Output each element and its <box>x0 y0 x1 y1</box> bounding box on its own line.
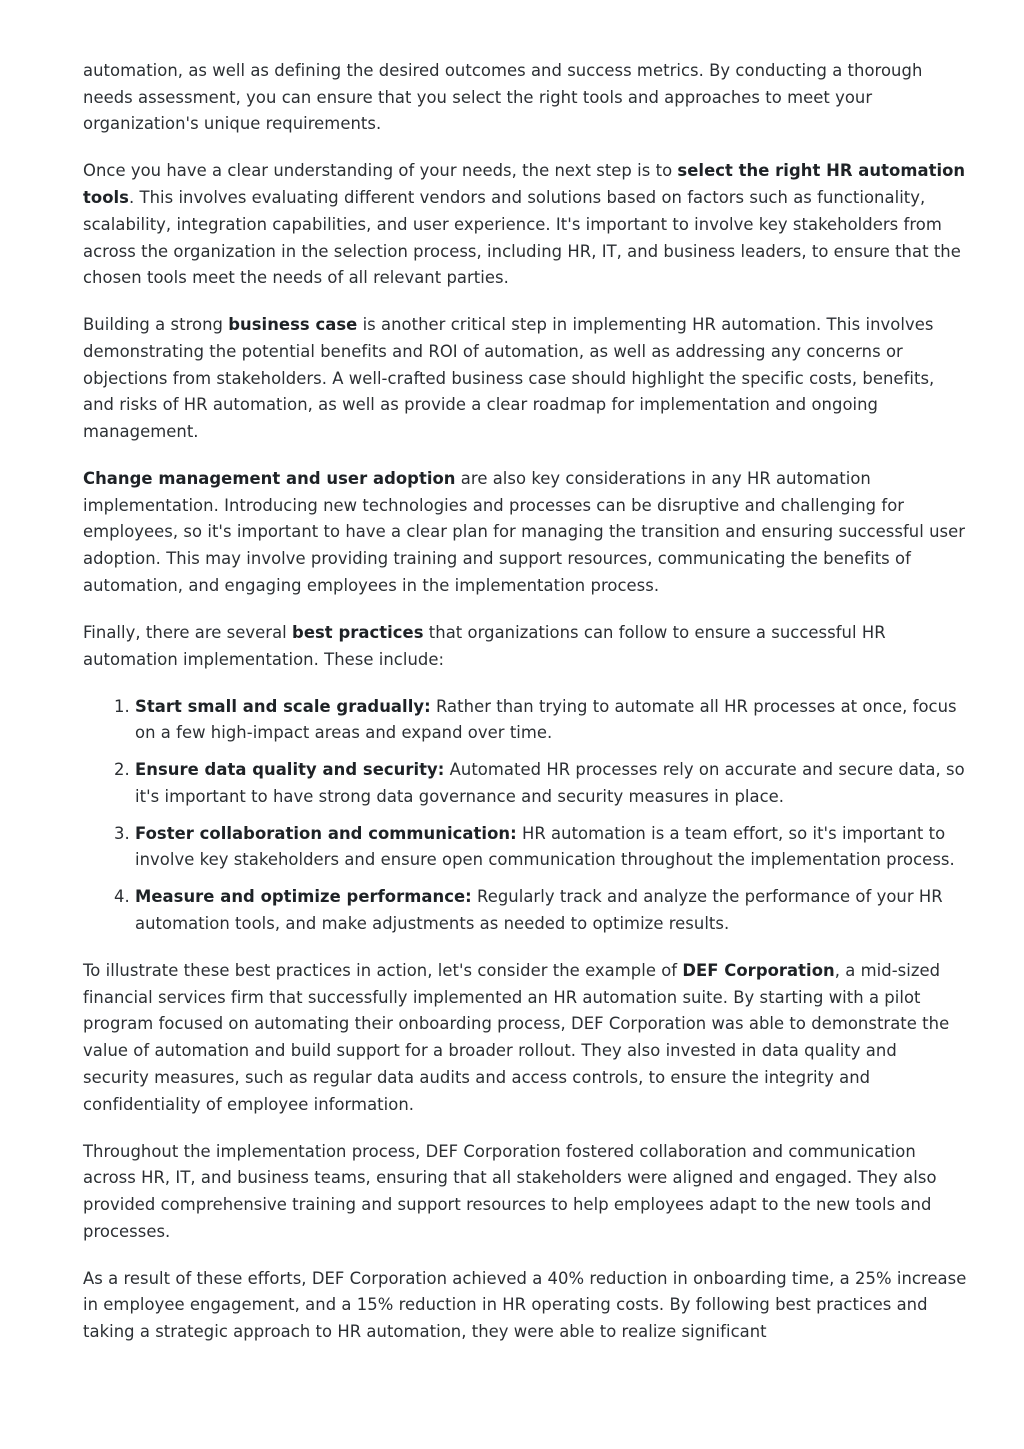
list-item-body: Automated HR processes rely on accurate and secure data, so it's important to have strong data governance and security measures in place. <box>135 760 965 806</box>
paragraph-collaboration <box>83 1139 967 1246</box>
text-segment: , a mid-sized financial services firm that successfully implemented an HR automation suite. By starting with a pilot program focused on automating their onboarding process, DEF Corporation was able to demonstrate the value of automation and build support for a broader rollout. They also invested in data quality and security measures, such as regular data audits and access controls, to ensure the integrity and confidentiality of employee information. <box>83 961 950 1114</box>
paragraph-best-practices-intro <box>83 620 967 673</box>
paragraph-change-management <box>83 466 967 600</box>
text-segment: that organizations can follow to ensure a successful HR automation implementation. These include: <box>83 622 886 669</box>
text-segment: is another critical step in implementing HR automation. This involves demonstrating the potential benefits and ROI of automation, as well as addressing any concerns or objections from stakeholders. A well-crafted business case should highlight the specific costs, benefits, and risks of HR automation, as well as provide a clear roadmap for implementation and ongoing management. <box>83 315 935 442</box>
text-segment: automation, as well as defining the desired outcomes and success metrics. By conducting a thorough needs assessment, you can ensure that you select the right tools and approaches to meet your organization's unique requirements. <box>83 61 923 134</box>
paragraph-select-tools <box>83 158 967 292</box>
list-item-title: Ensure data quality and security: <box>135 760 445 780</box>
list-item-title: Start small and scale gradually: <box>135 696 431 716</box>
text-segment: are also key considerations in any HR automation implementation. Introducing new technologies and processes can be disruptive and challenging for employees, so it's important to have a clear plan for managing the transition and ensuring successful user adoption. This may involve providing training and support resources, communicating the benefits of automation, and engaging employees in the implementation process. <box>83 469 966 595</box>
list-item-body: Regularly track and analyze the performance of your HR automation tools, and make adjustments as needed to optimize results. <box>135 887 943 934</box>
text-segment: . This involves evaluating different vendors and solutions based on factors such as functionality, scalability, integration capabilities, and user experience. It's important to involve key stakeholders from across the organization in the selection process, including HR, IT, and business leaders, to ensure that the chosen tools meet the needs of all relevant parties. <box>83 188 961 288</box>
list-item <box>135 757 967 810</box>
list-item-body: Rather than trying to automate all HR processes at once, focus on a few high-impact areas and expand over time. <box>135 696 957 743</box>
paragraph-needs-assessment <box>83 58 967 138</box>
text-segment: Finally, there are several <box>83 622 293 642</box>
bold-phrase-select-tools: select the right HR automation tools <box>83 161 966 208</box>
list-item <box>135 884 967 937</box>
text-segment: Once you have a clear understanding of your needs, the next step is to <box>83 161 678 181</box>
text-segment: Throughout the implementation process, DEF Corporation fostered collaboration and communication across HR, IT, and business teams, ensuring that all stakeholders were aligned and engaged. They also provided comprehensive training and support resources to help employees adapt to the new tools and processes. <box>83 1141 937 1241</box>
bold-phrase-def-corporation: DEF Corporation <box>682 961 835 981</box>
best-practices-list <box>83 694 967 938</box>
list-item-body: HR automation is a team effort, so it's important to involve key stakeholders and ensure open communication throughout the implementation process. <box>135 823 955 870</box>
paragraph-business-case <box>83 312 967 446</box>
paragraph-results <box>83 1266 967 1346</box>
text-segment: To illustrate these best practices in action, let's consider the example of <box>83 961 683 981</box>
bold-phrase-business-case: business case <box>228 315 358 335</box>
list-item <box>135 821 967 874</box>
document-page <box>83 58 967 1366</box>
paragraph-def-corporation-example <box>83 958 967 1118</box>
list-item-title: Foster collaboration and communication: <box>135 823 517 843</box>
text-segment: Building a strong <box>83 315 229 335</box>
list-item-title: Measure and optimize performance: <box>135 887 472 907</box>
bold-phrase-best-practices: best practices <box>292 622 424 642</box>
list-item <box>135 694 967 747</box>
text-segment: As a result of these efforts, DEF Corporation achieved a 40% reduction in onboarding time, a 25% increase in employee engagement, and a 15% reduction in HR operating costs. By following best practices and taking a strategic approach to HR automation, they were able to realize significant <box>83 1268 967 1342</box>
bold-phrase-change-management: Change management and user adoption <box>83 469 456 489</box>
